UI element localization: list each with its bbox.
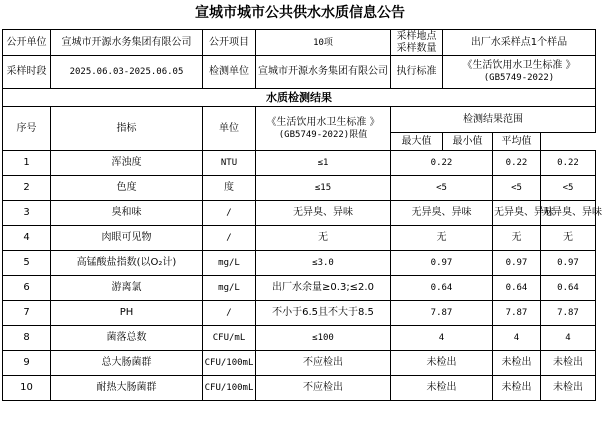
cell-avg: 0.97	[541, 251, 596, 276]
cell-unit: CFU/100mL	[203, 351, 256, 376]
table-row	[3, 376, 596, 401]
cell-unit: mg/L	[203, 276, 256, 301]
col-header-min: 最小值	[443, 133, 493, 151]
cell-limit: 出厂水余量≥0.3;≤2.0	[256, 276, 391, 301]
project-label: 公开项目	[203, 30, 256, 56]
cell-avg: 无异臭、异味	[541, 201, 596, 226]
cell-limit: ≤15	[256, 176, 391, 201]
cell-index: 9	[3, 351, 51, 376]
cell-min: 无	[493, 226, 541, 251]
table-row	[3, 176, 596, 201]
cell-limit: 不应检出	[256, 351, 391, 376]
table-row	[3, 226, 596, 251]
cell-max: 7.87	[391, 301, 493, 326]
cell-index: 4	[3, 226, 51, 251]
col-header-range: 检测结果范围	[391, 107, 596, 133]
col-header-unit: 单位	[203, 107, 256, 151]
cell-limit: ≤1	[256, 151, 391, 176]
cell-unit: CFU/100mL	[203, 376, 256, 401]
cell-unit: mg/L	[203, 251, 256, 276]
cell-max: <5	[391, 176, 493, 201]
cell-min: 未检出	[493, 351, 541, 376]
cell-avg: 0.64	[541, 276, 596, 301]
cell-max: 无异臭、异味	[391, 201, 493, 226]
cell-item: 高锰酸盐指数(以O₂计)	[51, 251, 203, 276]
cell-min: 4	[493, 326, 541, 351]
cell-limit: ≤3.0	[256, 251, 391, 276]
test-unit-value: 宣城市开源水务集团有限公司	[256, 56, 391, 89]
cell-min: 7.87	[493, 301, 541, 326]
sample-count-value: 出厂水采样点1个样品	[443, 30, 596, 56]
cell-item: 总大肠菌群	[51, 351, 203, 376]
publisher-label: 公开单位	[3, 30, 51, 56]
project-value: 10项	[256, 30, 391, 56]
standard-label: 执行标准	[391, 56, 443, 89]
cell-index: 6	[3, 276, 51, 301]
data-rows	[3, 151, 602, 401]
cell-index: 7	[3, 301, 51, 326]
cell-min: 未检出	[493, 376, 541, 401]
sample-count-label: 采样地点 采样数量	[391, 30, 443, 56]
cell-min: 无异臭、异味	[493, 201, 541, 226]
publisher-value: 宣城市开源水务集团有限公司	[51, 30, 203, 56]
cell-limit: 无	[256, 226, 391, 251]
cell-item: 游离氯	[51, 276, 203, 301]
cell-max: 4	[391, 326, 493, 351]
notice-table	[2, 29, 602, 401]
col-header-avg: 平均值	[493, 133, 541, 151]
section-title: 水质检测结果	[3, 89, 596, 107]
cell-limit: 不小于6.5且不大于8.5	[256, 301, 391, 326]
cell-limit: 无异臭、异味	[256, 201, 391, 226]
cell-max: 0.97	[391, 251, 493, 276]
cell-avg: <5	[541, 176, 596, 201]
header-row-2	[3, 56, 596, 89]
cell-avg: 7.87	[541, 301, 596, 326]
cell-min: 0.64	[493, 276, 541, 301]
page-title: 宣城市城市公共供水水质信息公告	[195, 5, 405, 21]
cell-unit: /	[203, 226, 256, 251]
cell-unit: /	[203, 201, 256, 226]
cell-item: 耐热大肠菌群	[51, 376, 203, 401]
cell-avg: 未检出	[541, 376, 596, 401]
cell-max: 0.22	[391, 151, 493, 176]
table-row	[3, 351, 596, 376]
cell-unit: 度	[203, 176, 256, 201]
table-row	[3, 301, 596, 326]
cell-index: 5	[3, 251, 51, 276]
cell-item: PH	[51, 301, 203, 326]
cell-max: 无	[391, 226, 493, 251]
cell-unit: /	[203, 301, 256, 326]
cell-unit: NTU	[203, 151, 256, 176]
sampling-time-value: 2025.06.03-2025.06.05	[51, 56, 203, 89]
cell-max: 0.64	[391, 276, 493, 301]
col-header-item: 指标	[51, 107, 203, 151]
col-header-max: 最大值	[391, 133, 443, 151]
cell-max: 未检出	[391, 376, 493, 401]
cell-avg: 4	[541, 326, 596, 351]
cell-avg: 0.22	[541, 151, 596, 176]
col-header-limit: 《生活饮用水卫生标准 》 (GB5749-2022)限值	[256, 107, 391, 151]
cell-index: 1	[3, 151, 51, 176]
cell-item: 肉眼可见物	[51, 226, 203, 251]
cell-min: <5	[493, 176, 541, 201]
cell-max: 未检出	[391, 351, 493, 376]
table-row	[3, 151, 596, 176]
cell-item: 菌落总数	[51, 326, 203, 351]
table-row	[3, 276, 596, 301]
standard-value: 《生活饮用水卫生标准 》 (GB5749-2022)	[443, 56, 596, 89]
col-header-index: 序号	[3, 107, 51, 151]
section-row	[3, 89, 596, 107]
test-unit-label: 检测单位	[203, 56, 256, 89]
column-header-row-1	[3, 107, 596, 133]
table-row	[3, 326, 596, 351]
cell-limit: ≤100	[256, 326, 391, 351]
table-row	[3, 201, 596, 226]
cell-min: 0.22	[493, 151, 541, 176]
cell-index: 10	[3, 376, 51, 401]
cell-unit: CFU/mL	[203, 326, 256, 351]
cell-avg: 未检出	[541, 351, 596, 376]
cell-min: 0.97	[493, 251, 541, 276]
table-row	[3, 251, 596, 276]
sampling-time-label: 采样时段	[3, 56, 51, 89]
cell-index: 8	[3, 326, 51, 351]
header-row-1	[3, 30, 596, 56]
cell-limit: 不应检出	[256, 376, 391, 401]
cell-index: 3	[3, 201, 51, 226]
cell-avg: 无	[541, 226, 596, 251]
cell-item: 色度	[51, 176, 203, 201]
cell-index: 2	[3, 176, 51, 201]
cell-item: 浑浊度	[51, 151, 203, 176]
cell-item: 臭和味	[51, 201, 203, 226]
